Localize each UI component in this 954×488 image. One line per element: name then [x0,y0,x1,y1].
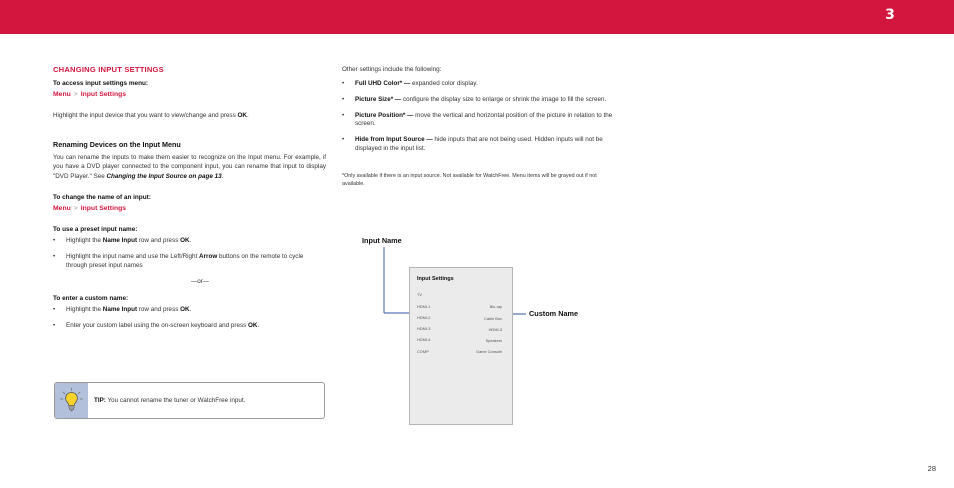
text: Highlight the input name and use the Left/Right [66,252,200,260]
menu-separator: > [73,91,78,98]
menu-link: Menu [53,91,71,98]
menu-link: Menu [53,205,71,212]
menu-item: Input Settings [80,205,127,212]
input-custom-name: Blu-ray [489,304,502,309]
bold-text: OK [248,321,258,329]
setting-name: Hide from Input Source — [355,136,433,144]
input-label: TV [417,292,422,297]
callout-custom-name: Custom Name [529,309,579,318]
custom-label: To enter a custom name: [53,295,129,302]
setting-description: move the vertical and horizontal position of the picture in relation to the screen. [355,111,613,128]
text: buttons on the remote to cycle through preset input names [66,252,304,269]
input-label: HDMI-4 [417,337,431,342]
ok-key: OK [237,112,247,119]
input-custom-name: Cable Box [484,316,502,321]
text: row and press [137,306,181,313]
setting-name: Picture Size* — [355,95,402,103]
bold-text: OK [180,306,190,313]
input-custom-name: HDMI-3 [488,327,502,332]
page-reference-link[interactable]: Changing the Input Source on page 13 [106,172,222,180]
tip-message: You cannot rename the tuner or WatchFree input. [105,397,246,404]
renaming-text: You can rename the inputs to make them easier to recognize on the Input menu. For example, if you have a DVD player connected to the component input, you can rename that input to display "DVD Player." See [53,154,326,180]
input-custom-name: Speakers [485,338,502,343]
footnote: *Only available if there is an input source. Not available for WatchFree. Menu items will be grayed out if not available. [342,173,597,188]
menu-separator: > [73,205,78,212]
bold-text: Arrow [199,252,218,260]
or-divider: —or— [190,278,210,285]
bold-text: Name Input [102,306,138,313]
period: . [246,112,249,119]
input-label: COMP [417,349,429,354]
callout-input-name: Input Name [362,236,402,245]
page-number: 28 [927,464,936,473]
text: row and press [137,237,181,244]
setting-description: hide inputs that are not being used. Hidden inputs will not be displayed in the input list. [355,136,603,152]
section-title: CHANGING INPUT SETTINGS [53,65,164,74]
bold-text: OK [180,237,190,244]
text: . [189,237,192,244]
text: . [189,306,192,313]
screen-title: Input Settings [417,276,454,282]
tip-label: TIP: [94,397,106,404]
input-label: HDMI-1 [417,304,431,309]
preset-label: To use a preset input name: [53,226,138,233]
text: Enter your custom label using the on-screen keyboard and press [66,321,249,329]
setting-description: configure the display size to enlarge or shrink the image to fill the screen. [401,95,607,103]
setting-name: Full UHD Color* — [355,80,411,87]
renaming-heading: Renaming Devices on the Input Menu [53,140,181,149]
other-settings-intro: Other settings include the following: [342,66,442,73]
input-custom-name: Game Console [476,349,502,354]
setting-description: expanded color display. [410,80,478,87]
text: Highlight the [66,306,103,313]
change-name-label: To change the name of an input: [53,194,151,201]
tv-input-settings-screen [409,267,513,425]
bold-text: Name Input [102,237,138,244]
input-label: HDMI-3 [417,326,431,331]
input-label: HDMI-2 [417,315,431,320]
menu-item: Input Settings [80,91,127,98]
access-label: To access input settings menu: [53,80,149,87]
setting-name: Picture Position* — [355,111,414,119]
period: . [221,172,224,180]
text: . [257,321,260,329]
text: Highlight the [66,237,103,244]
instruction-text: Highlight the input device that you want to view/change and press [53,112,238,119]
chapter-number: 3 [885,7,895,23]
